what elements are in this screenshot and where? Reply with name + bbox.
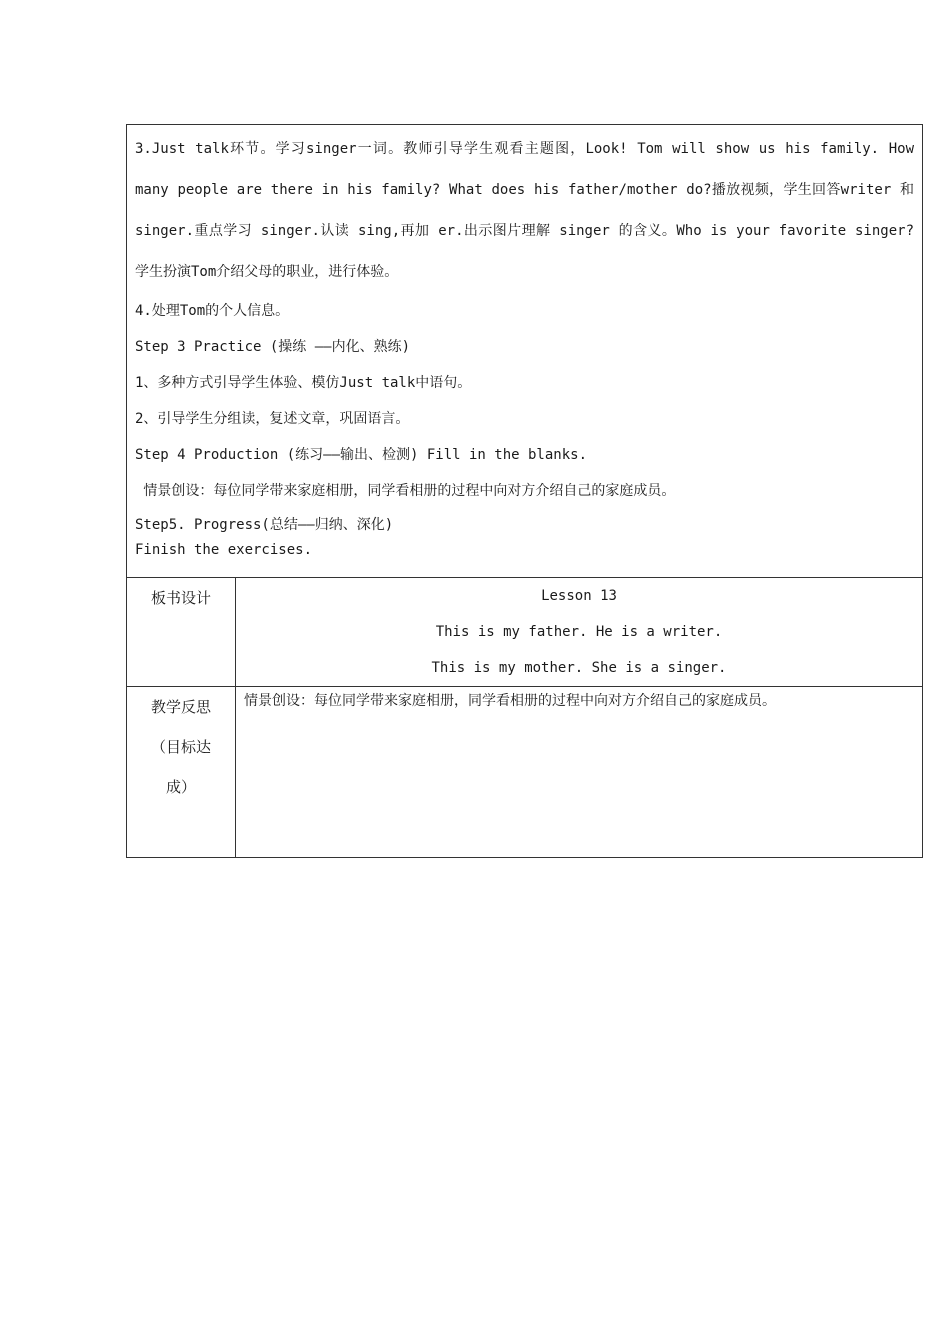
reflection-label-cell — [127, 687, 236, 858]
reflection-label-line-1: 教学反思 — [150, 698, 211, 716]
reflection-label-line-2: （目标达 — [150, 738, 211, 756]
board-title: Lesson 13 — [541, 588, 617, 604]
reflection-row — [127, 687, 923, 858]
board-design-row — [127, 578, 923, 687]
just-talk-paragraph: 3.Just talk环节。学习singer一词。教师引导学生观看主题图，Look! Tom will show us his family. How many people are there in his family? What does his father/mother do?播放视频，学生回答writer 和 singer.重点学习 singer.认读 sing,再加 er.出示图片理解 singer 的含义。Who is your favorite singer?学生扮演Tom介绍父母的职业，进行体验。 — [135, 141, 914, 280]
step-3-item-2: 2、引导学生分组读，复述文章，巩固语言。 — [135, 411, 410, 427]
step-5-task: Finish the exercises. — [135, 542, 313, 558]
step-3-item-1: 1、多种方式引导学生体验、模仿Just talk中语句。 — [135, 375, 472, 391]
reflection-label-line-3: 成） — [165, 778, 196, 796]
board-design-content-cell — [236, 578, 923, 687]
step-4-heading: Step 4 Production (练习——输出、检测) Fill in the blanks. — [135, 447, 588, 463]
board-line-1: This is my father. He is a writer. — [435, 624, 723, 640]
reflection-content: 情景创设：每位同学带来家庭相册，同学看相册的过程中向对方介绍自己的家庭成员。 — [244, 693, 776, 709]
procedure-cell — [127, 125, 923, 578]
board-design-label-cell — [127, 578, 236, 687]
procedure-row — [127, 125, 923, 578]
step-3-heading: Step 3 Practice (操练 ——内化、熟练) — [135, 339, 411, 355]
board-line-2: This is my mother. She is a singer. — [431, 660, 727, 676]
step-4-scene: 情景创设：每位同学带来家庭相册，同学看相册的过程中向对方介绍自己的家庭成员。 — [135, 483, 676, 499]
board-design-label: 板书设计 — [150, 589, 211, 607]
lesson-plan-table — [126, 124, 923, 858]
item-4: 4.处理Tom的个人信息。 — [135, 303, 290, 319]
reflection-content-cell — [236, 687, 923, 858]
step-5-heading: Step5. Progress(总结——归纳、深化) — [135, 517, 394, 533]
